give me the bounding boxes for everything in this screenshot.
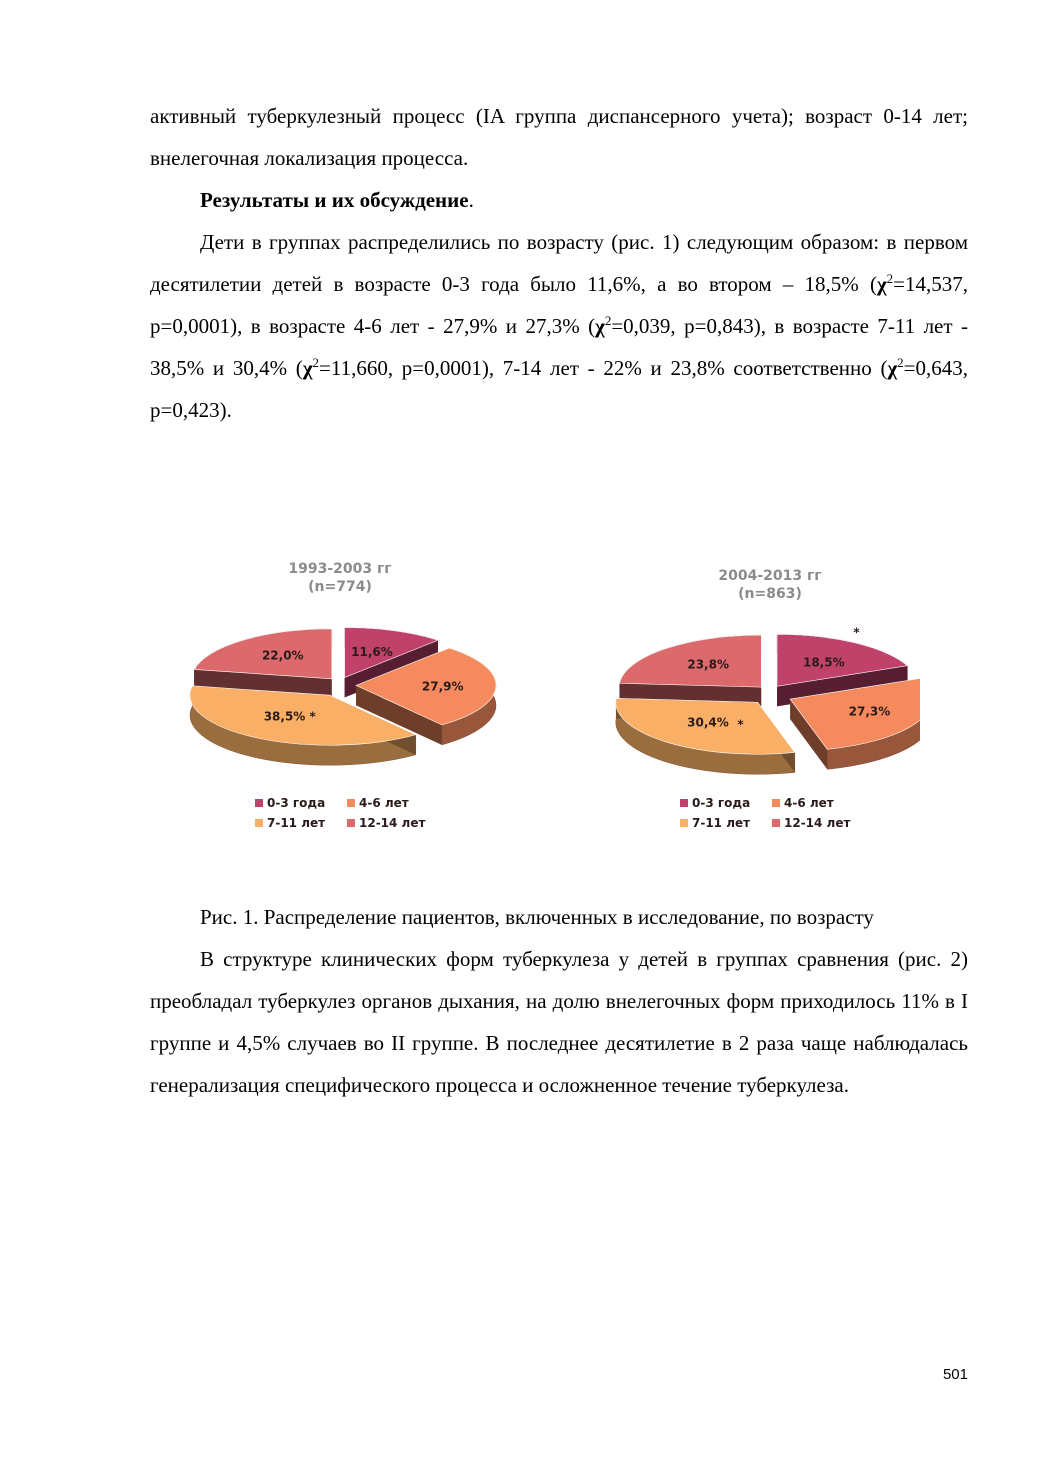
legend-label: 12-14 лет	[784, 816, 851, 830]
legend-label: 0-3 года	[692, 796, 751, 810]
chart-title: 1993-2003 гг	[288, 561, 392, 577]
figure-caption: Рис. 1. Распределение пациентов, включенных в исследование, по возрасту	[200, 905, 874, 929]
section-heading-line	[150, 179, 968, 221]
results-text-1: Дети в группах распределились по возрасту (рис. 1) следующим образом: в первом десятилетии детей в возрасте 0-3 года было 11,6%, а во втором – 18,5% (	[150, 230, 968, 296]
results-text-2: =14,537, p=0,0001), в возрасте 4-6 лет - 27,9% и 27,3% (	[150, 272, 968, 338]
legend-label: 0-3 года	[267, 796, 326, 810]
legend-label: 12-14 лет	[359, 816, 426, 830]
slice-label: 23,8%	[687, 657, 730, 672]
superscript-2: 2	[886, 271, 894, 286]
superscript-2: 2	[604, 313, 612, 328]
superscript-2: 2	[897, 355, 904, 370]
paragraph-1: активный туберкулезный процесс (IA группа диспансерного учета); возраст 0-14 лет; внелегочная локализация процесса.	[150, 104, 968, 170]
paragraph-results	[150, 221, 968, 431]
slice-label: 30,4%	[687, 715, 729, 730]
legend-swatch	[772, 819, 780, 827]
superscript-2: 2	[312, 355, 320, 370]
legend-label: 7-11 лет	[692, 816, 751, 830]
legend-label: 7-11 лет	[267, 816, 326, 830]
chi-symbol: χ	[595, 314, 605, 338]
section-heading: Результаты и их обсуждение	[200, 188, 469, 212]
legend-swatch	[680, 819, 688, 827]
legend-swatch	[255, 819, 263, 827]
results-text-3: =0,039, p=0,843), в возрасте 7-11 лет - 38,5% и 30,4% (	[150, 314, 968, 380]
legend-label: 4-6 лет	[784, 796, 834, 810]
chi-symbol: χ	[302, 356, 313, 380]
slice-label: 27,9%	[421, 679, 464, 694]
significance-mark: *	[853, 625, 860, 640]
page-number: 501	[942, 1366, 968, 1383]
body-text-top	[150, 95, 968, 431]
legend-swatch	[255, 799, 263, 807]
slice-label: 22,0%	[261, 648, 304, 663]
chart-title: 2004-2013 гг	[718, 568, 822, 584]
body-text-bottom	[150, 896, 968, 1106]
slice-label: 18,5%	[802, 655, 845, 670]
chart-subtitle: (n=774)	[308, 579, 372, 595]
chi-symbol: χ	[887, 356, 898, 380]
results-text-4: =11,660, p=0,0001), 7-14 лет - 22% и 23,8% соответственно (	[319, 356, 888, 380]
chart-subtitle: (n=863)	[738, 586, 802, 602]
legend	[255, 796, 425, 830]
pie-charts	[180, 545, 920, 855]
legend-swatch	[347, 799, 355, 807]
paragraph-4: В структуре клинических форм туберкулеза у детей в группах сравнения (рис. 2) преобладал туберкулез органов дыхания, на долю внелегочных форм приходилось 11% в I группе и 4,5% случаев во II группе. В последнее десятилетие в 2 раза чаще наблюдалась генерализация специфического процесса и осложненное течение туберкулеза.	[150, 947, 968, 1097]
significance-mark: *	[737, 717, 744, 732]
pie-chart-2	[616, 568, 920, 830]
section-heading-dot: .	[468, 188, 474, 212]
legend-swatch	[680, 799, 688, 807]
figure-1	[180, 545, 920, 855]
pie-chart-1	[190, 561, 496, 830]
legend-swatch	[347, 819, 355, 827]
chi-symbol: χ	[876, 272, 887, 296]
slice-label: 11,6%	[351, 644, 393, 659]
legend-label: 4-6 лет	[359, 796, 409, 810]
legend	[680, 796, 850, 830]
legend-swatch	[772, 799, 780, 807]
results-text-5: =0,643, p=0,423).	[150, 356, 968, 422]
slice-label: 38,5% *	[263, 709, 316, 724]
slice-label: 27,3%	[848, 704, 891, 719]
